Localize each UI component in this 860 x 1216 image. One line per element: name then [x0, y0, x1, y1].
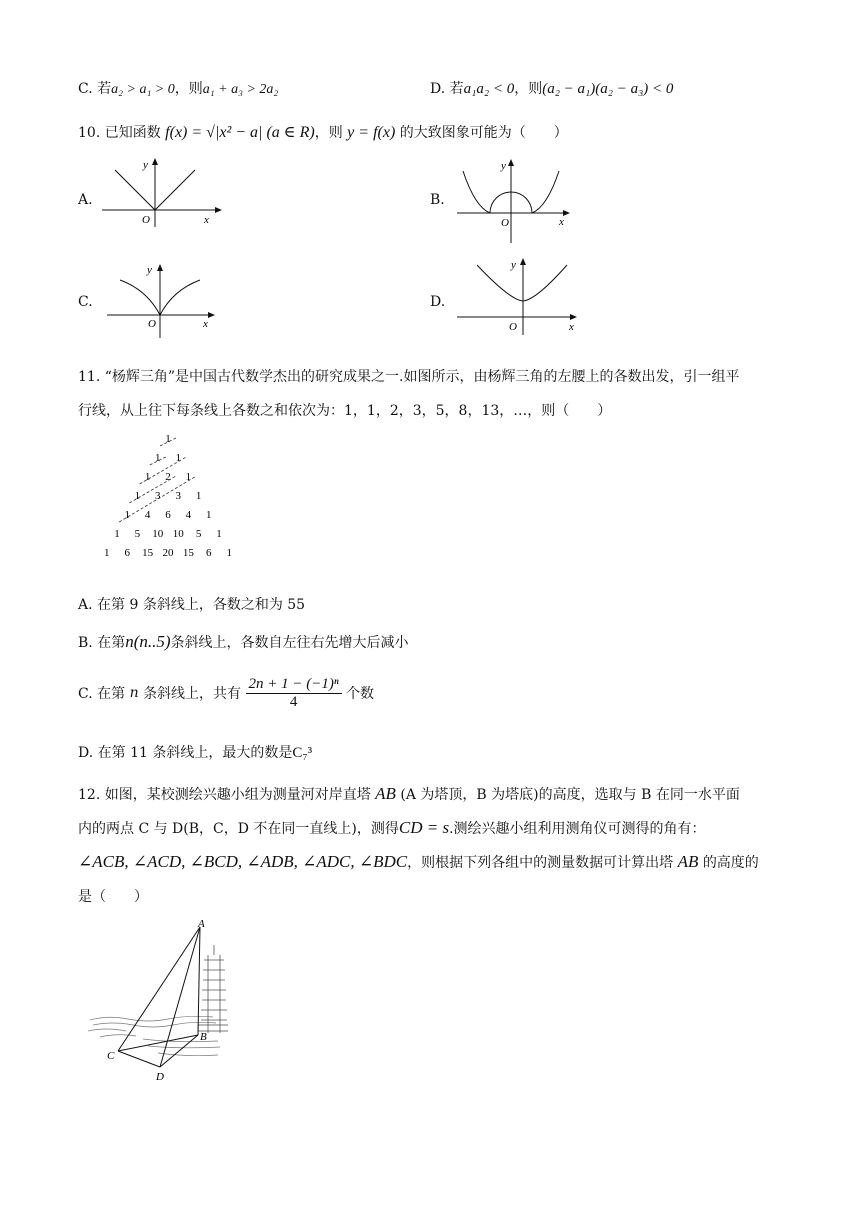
triangle-number: 1 [144, 471, 151, 483]
q12-stem-line3: ∠ACB, ∠ACD, ∠BCD, ∠ADB, ∠ADC, ∠BDC，则根据下列各组中的测量数据可计算出塔 AB 的高度的 [78, 852, 759, 871]
q9-option-c: C. 若a₂ > a₁ > 0，则a₁ + a₃ > 2a₂ [78, 81, 279, 97]
fraction: $\frac{\text{2n + 1 − (−1)ⁿ}}{4}$ [246, 676, 342, 710]
graph-c-origin: O [148, 318, 156, 330]
pagoda-icon [198, 945, 228, 1033]
geometry-lines [118, 927, 200, 1067]
triangle-number: 4 [144, 509, 151, 521]
graph-c [105, 260, 220, 340]
label-c: C [107, 1050, 115, 1062]
q11-stem-line2: 行线，从上往下每条线上各数之和依次为：1，1，2，3，5，8，13，…，则（ ） [78, 403, 612, 419]
graph-a-y-label: y [143, 159, 148, 171]
label-a: A [198, 918, 205, 930]
graph-a [100, 155, 225, 230]
triangle-number: 6 [124, 547, 130, 559]
triangle-number: 1 [165, 433, 171, 445]
q10-label-d: D. [430, 294, 446, 310]
q10-label-a: A. [78, 192, 93, 208]
triangle-number: 1 [216, 528, 222, 540]
triangle-number: 10 [152, 528, 164, 540]
yanghui-triangle [88, 428, 248, 568]
graph-a-x-label: x [204, 214, 209, 226]
triangle-number: 1 [195, 490, 202, 502]
graph-c-x-label: x [203, 318, 208, 330]
q10-label-c: C. [78, 294, 93, 310]
q11-option-d: D. 在第 11 条斜线上，最大的数是C₇³ [78, 745, 313, 761]
q12-stem-line4: 是（ ） [78, 889, 148, 905]
graph-d [455, 255, 580, 335]
graph-b-y-label: y [501, 160, 506, 172]
graph-c-y-label: y [147, 264, 152, 276]
triangle-number: 6 [206, 547, 212, 559]
graph-b [455, 155, 575, 245]
q12-stem-line2: 内的两点 C 与 D(B，C，D 不在同一直线上)，测得CD = s.测绘兴趣小组利用测角仪可测得的角有： [78, 818, 706, 837]
triangle-number: 5 [134, 528, 141, 540]
q11-option-a: A. 在第 9 条斜线上，各数之和为 55 [78, 597, 306, 613]
graph-d-origin: O [509, 321, 517, 333]
q10-stem: 10. 已知函数 f(x) = √|x² − a| (a ∈ R)，则 y = f(x) 的大致图象可能为（ ） [78, 124, 568, 141]
triangle-number: 15 [142, 547, 154, 559]
q11-option-c: C. 在第 n 条斜线上，共有 $\frac{\text{2n + 1 − (−1)ⁿ}}{4}$ 个数 [78, 676, 375, 710]
graph-d-x-label: x [569, 321, 574, 333]
label-b: B [200, 1031, 207, 1043]
graph-b-origin: O [501, 217, 509, 229]
tower-figure [88, 915, 228, 1085]
triangle-number: 1 [114, 528, 120, 540]
triangle-number: 2 [165, 471, 171, 483]
triangle-number: 10 [172, 528, 184, 540]
q12-stem-line1: 12. 如图，某校测绘兴趣小组为测量河对岸直塔 AB (A 为塔顶，B 为塔底)的高度，选取与 B 在同一水平面 [78, 784, 740, 803]
triangle-number: 1 [175, 452, 181, 464]
triangle-number: 1 [185, 471, 192, 483]
q11-option-b: B. 在第n(n..5)条斜线上，各数自左往右先增大后减小 [78, 632, 409, 651]
graph-d-y-label: y [511, 259, 516, 271]
triangle-number: 1 [124, 509, 130, 521]
triangle-number: 1 [206, 509, 212, 521]
triangle-number: 1 [134, 490, 141, 502]
q11-stem-line1: 11. “杨辉三角”是中国古代数学杰出的研究成果之一.如图所示，由杨辉三角的左腰上的各数出发，引一组平 [78, 369, 740, 385]
graph-a-origin: O [142, 214, 150, 226]
triangle-number: 1 [226, 547, 232, 559]
triangle-number: 6 [165, 509, 171, 521]
q10-label-b: B. [430, 192, 445, 208]
triangle-number: 3 [155, 490, 161, 502]
triangle-number: 5 [195, 528, 202, 540]
graph-b-x-label: x [559, 216, 564, 228]
q9-option-d: D. 若a₁a₂ < 0，则(a₂ − a₁)(a₂ − a₃) < 0 [430, 81, 674, 97]
label-d: D [156, 1071, 164, 1083]
triangle-number: 20 [162, 547, 174, 559]
triangle-number: 4 [185, 509, 192, 521]
triangle-number: 1 [104, 547, 110, 559]
triangle-number: 3 [175, 490, 181, 502]
triangle-number: 15 [182, 547, 194, 559]
triangle-number: 1 [155, 452, 161, 464]
